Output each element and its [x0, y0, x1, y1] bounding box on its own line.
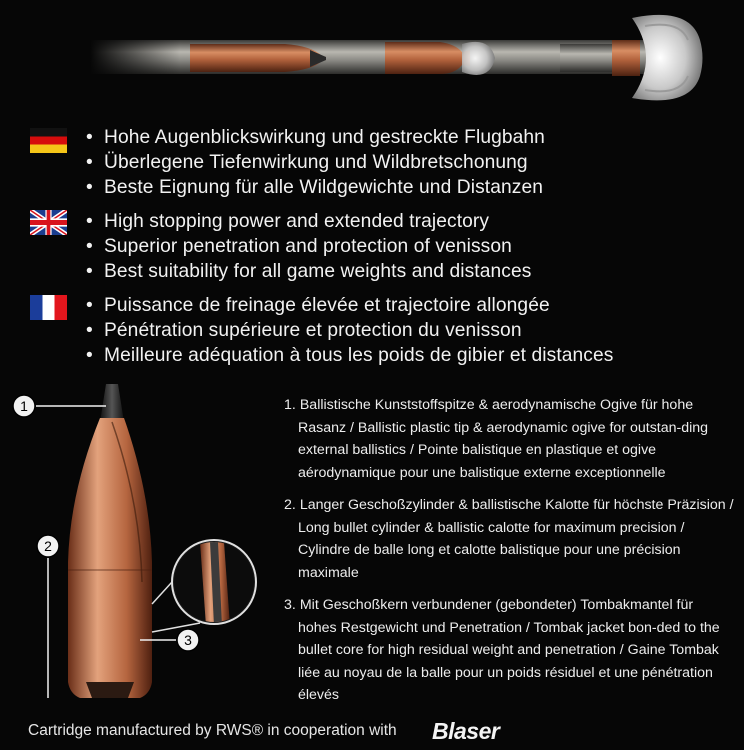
- list-item: • Überlegene Tiefenwirkung und Wildbretschonung: [86, 150, 545, 175]
- list-item: • Meilleure adéquation à tous les poids de gibier et distances: [86, 343, 613, 368]
- feature-number: 1.: [284, 397, 296, 413]
- callout-1-label: 1: [20, 398, 28, 414]
- polymer-tip: [100, 384, 124, 422]
- feature-text: Mit Geschoßkern verbundener (gebondeter) Tombakmantel für hohes Restgewicht und Penetration / Tombak jacket bon-ded to the bullet core for high residual weight and penetration / Gaine Tombak liée au noyau de la balle pour un poids résiduel et une pénétration élevés: [298, 597, 720, 703]
- feature-text: Langer Geschoßzylinder & ballistische Kalotte für höchste Präzision / Long bullet cylinder & ballistic calotte for maximum precision / Cylindre de balle long et calotte balistique pour une précision maximale: [298, 497, 734, 581]
- bullet-expansion-sequence: [0, 0, 744, 110]
- feature-text: Ballistische Kunststoffspitze & aerodynamische Ogive für hohe Rasanz / Ballistic plastic tip & aerodynamic ogive for outstan-ding external ballistics / Pointe balistique en plastique et ogive aérodynamique pour une balistique externe exceptionnelle: [298, 397, 709, 481]
- german-flag-icon: [30, 128, 67, 153]
- feature-list: [284, 394, 734, 717]
- list-item: • Hohe Augenblickswirkung und gestreckte Flugbahn: [86, 125, 545, 150]
- feature-number: 3.: [284, 597, 296, 613]
- bullet-list-french: [86, 293, 613, 368]
- list-item: • High stopping power and extended trajectory: [86, 209, 531, 234]
- callout-3-label: 3: [184, 632, 192, 648]
- brand-logo: Blaser: [432, 718, 500, 744]
- callout-2: [37, 535, 59, 557]
- list-item: • Puissance de freinage élevée et trajectoire allongée: [86, 293, 613, 318]
- footer-credit: Cartridge manufactured by RWS® in cooperation with: [28, 722, 397, 739]
- uk-flag-icon: [30, 210, 67, 235]
- list-item: • Best suitability for all game weights and distances: [86, 259, 531, 284]
- callout-2-label: 2: [44, 538, 52, 554]
- list-item: • Superior penetration and protection of venisson: [86, 234, 531, 259]
- bullet-cutaway-diagram: [0, 382, 260, 712]
- callout-1: [13, 395, 35, 417]
- bullet-list-german: [86, 125, 545, 200]
- feature-item: [284, 494, 734, 584]
- bullet-intact: [190, 44, 326, 72]
- bullet-list-english: [86, 209, 531, 284]
- feature-number: 2.: [284, 497, 296, 513]
- feature-item: [284, 594, 734, 707]
- feature-item: [284, 394, 734, 484]
- callout-3: [177, 629, 199, 651]
- french-flag-icon: [30, 295, 67, 320]
- list-item: • Pénétration supérieure et protection du venisson: [86, 318, 613, 343]
- bullet-jacket: [68, 418, 152, 698]
- list-item: • Beste Eignung für alle Wildgewichte und Distanzen: [86, 175, 545, 200]
